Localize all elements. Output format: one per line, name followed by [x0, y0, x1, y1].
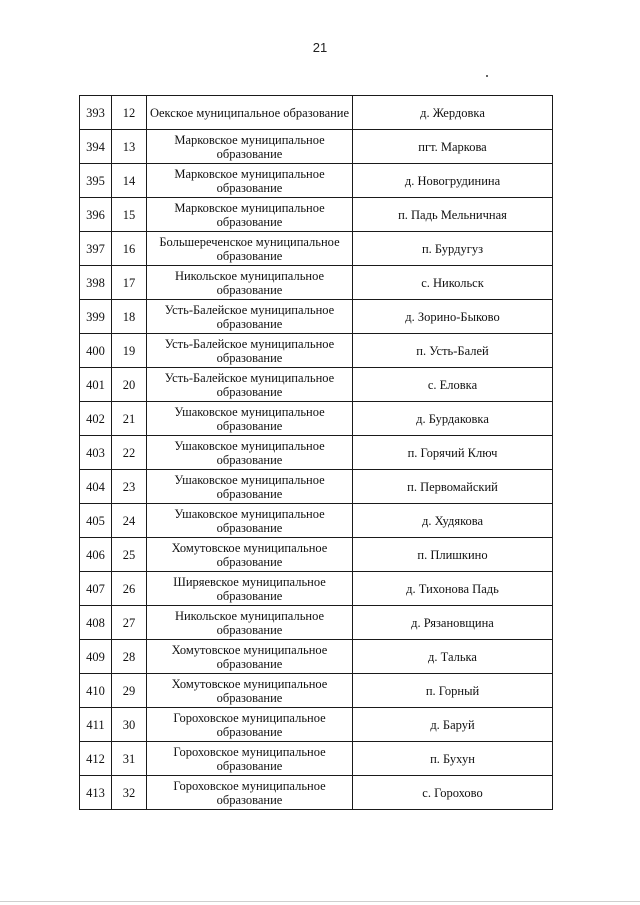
row-index-cell: 26 [112, 572, 147, 606]
row-index-cell: 12 [112, 96, 147, 130]
municipality-cell: Ушаковское муниципальное образование [147, 436, 353, 470]
settlement-cell: п. Плишкино [353, 538, 553, 572]
row-index-cell: 31 [112, 742, 147, 776]
row-number-cell: 394 [80, 130, 112, 164]
row-index-cell: 24 [112, 504, 147, 538]
row-index-cell: 16 [112, 232, 147, 266]
row-index-cell: 32 [112, 776, 147, 810]
municipality-cell: Гороховское муниципальное образование [147, 708, 353, 742]
scan-speck [486, 75, 488, 77]
table-row [80, 606, 553, 640]
settlement-cell: д. Рязановщина [353, 606, 553, 640]
municipality-cell: Ширяевское муниципальное образование [147, 572, 353, 606]
row-index-cell: 25 [112, 538, 147, 572]
row-number-cell: 393 [80, 96, 112, 130]
row-number-cell: 406 [80, 538, 112, 572]
table-row [80, 198, 553, 232]
row-number-cell: 401 [80, 368, 112, 402]
table-row [80, 572, 553, 606]
municipality-cell: Никольское муниципальное образование [147, 266, 353, 300]
row-number-cell: 410 [80, 674, 112, 708]
table-row [80, 470, 553, 504]
row-index-cell: 22 [112, 436, 147, 470]
row-number-cell: 403 [80, 436, 112, 470]
settlement-cell: с. Еловка [353, 368, 553, 402]
table-body [80, 96, 553, 810]
row-index-cell: 14 [112, 164, 147, 198]
table-row [80, 96, 553, 130]
row-number-cell: 411 [80, 708, 112, 742]
municipality-cell: Усть-Балейское муниципальное образование [147, 368, 353, 402]
row-number-cell: 412 [80, 742, 112, 776]
table-row [80, 266, 553, 300]
table-row [80, 776, 553, 810]
table-row [80, 742, 553, 776]
row-index-cell: 17 [112, 266, 147, 300]
settlement-cell: п. Бурдугуз [353, 232, 553, 266]
table-row [80, 504, 553, 538]
municipality-cell: Хомутовское муниципальное образование [147, 674, 353, 708]
row-index-cell: 20 [112, 368, 147, 402]
settlements-table [79, 95, 553, 810]
municipality-cell: Большереченское муниципальное образование [147, 232, 353, 266]
row-index-cell: 13 [112, 130, 147, 164]
settlement-cell: п. Бухун [353, 742, 553, 776]
row-number-cell: 397 [80, 232, 112, 266]
settlement-cell: п. Падь Мельничная [353, 198, 553, 232]
settlement-cell: д. Бурдаковка [353, 402, 553, 436]
settlement-cell: пгт. Маркова [353, 130, 553, 164]
row-number-cell: 409 [80, 640, 112, 674]
settlement-cell: п. Усть-Балей [353, 334, 553, 368]
table-row [80, 640, 553, 674]
settlement-cell: д. Баруй [353, 708, 553, 742]
table-row [80, 436, 553, 470]
row-index-cell: 29 [112, 674, 147, 708]
table-row [80, 164, 553, 198]
settlement-cell: д. Талька [353, 640, 553, 674]
row-number-cell: 407 [80, 572, 112, 606]
row-index-cell: 27 [112, 606, 147, 640]
settlement-cell: д. Жердовка [353, 96, 553, 130]
municipality-cell: Ушаковское муниципальное образование [147, 504, 353, 538]
settlement-cell: д. Новогрудинина [353, 164, 553, 198]
settlement-cell: с. Горохово [353, 776, 553, 810]
settlement-cell: д. Худякова [353, 504, 553, 538]
row-index-cell: 19 [112, 334, 147, 368]
row-index-cell: 28 [112, 640, 147, 674]
municipality-cell: Хомутовское муниципальное образование [147, 538, 353, 572]
table-row [80, 130, 553, 164]
municipality-cell: Гороховское муниципальное образование [147, 776, 353, 810]
municipality-cell: Ушаковское муниципальное образование [147, 402, 353, 436]
municipality-cell: Марковское муниципальное образование [147, 164, 353, 198]
settlement-cell: д. Тихонова Падь [353, 572, 553, 606]
row-number-cell: 395 [80, 164, 112, 198]
table-row [80, 538, 553, 572]
settlement-cell: с. Никольск [353, 266, 553, 300]
municipality-cell: Марковское муниципальное образование [147, 130, 353, 164]
row-number-cell: 405 [80, 504, 112, 538]
municipality-cell: Ушаковское муниципальное образование [147, 470, 353, 504]
row-number-cell: 398 [80, 266, 112, 300]
settlement-cell: п. Горячий Ключ [353, 436, 553, 470]
table-row [80, 300, 553, 334]
table-row [80, 334, 553, 368]
row-number-cell: 400 [80, 334, 112, 368]
row-number-cell: 408 [80, 606, 112, 640]
row-number-cell: 413 [80, 776, 112, 810]
row-index-cell: 21 [112, 402, 147, 436]
municipality-cell: Усть-Балейское муниципальное образование [147, 334, 353, 368]
municipality-cell: Усть-Балейское муниципальное образование [147, 300, 353, 334]
settlement-cell: д. Зорино-Быково [353, 300, 553, 334]
row-number-cell: 402 [80, 402, 112, 436]
row-index-cell: 23 [112, 470, 147, 504]
row-index-cell: 15 [112, 198, 147, 232]
settlement-cell: п. Горный [353, 674, 553, 708]
settlement-cell: п. Первомайский [353, 470, 553, 504]
municipality-cell: Оекское муниципальное образование [147, 96, 353, 130]
table-row [80, 708, 553, 742]
municipality-cell: Гороховское муниципальное образование [147, 742, 353, 776]
row-number-cell: 404 [80, 470, 112, 504]
table-row [80, 674, 553, 708]
table-row [80, 368, 553, 402]
table-row [80, 402, 553, 436]
row-number-cell: 399 [80, 300, 112, 334]
row-number-cell: 396 [80, 198, 112, 232]
page-number: 21 [312, 40, 328, 55]
municipality-cell: Марковское муниципальное образование [147, 198, 353, 232]
row-index-cell: 18 [112, 300, 147, 334]
municipality-cell: Хомутовское муниципальное образование [147, 640, 353, 674]
page-bottom-edge [0, 901, 640, 902]
row-index-cell: 30 [112, 708, 147, 742]
municipality-cell: Никольское муниципальное образование [147, 606, 353, 640]
table-row [80, 232, 553, 266]
